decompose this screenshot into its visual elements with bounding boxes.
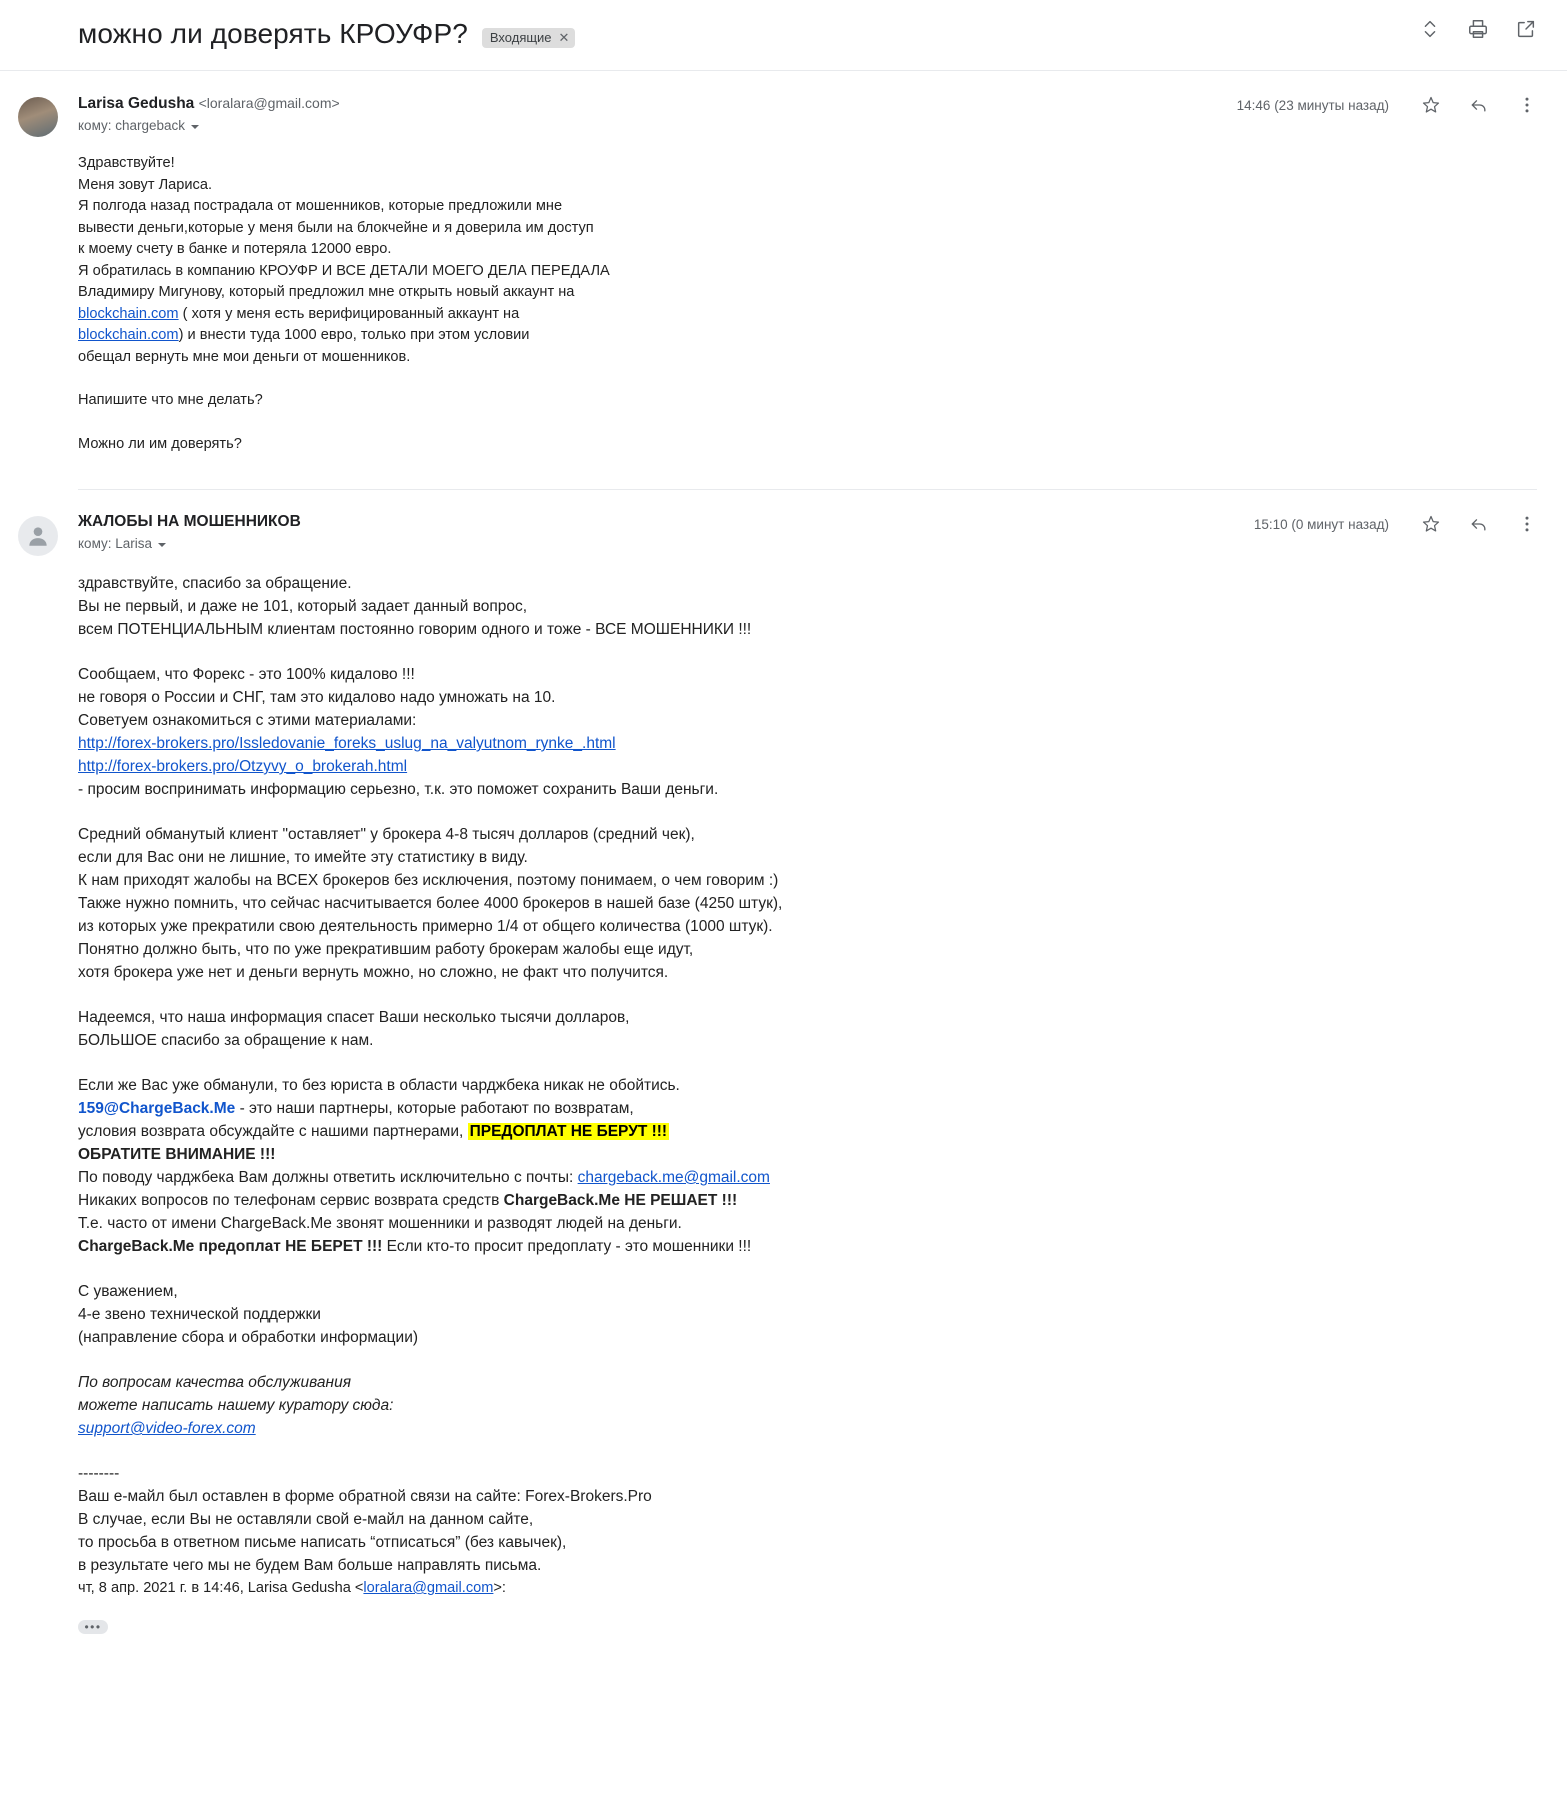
page-title: можно ли доверять КРОУФР? xyxy=(78,18,468,49)
message-2-meta xyxy=(1254,514,1537,534)
body-line: в результате чего мы не будем Вам больше направлять письма. xyxy=(78,1557,542,1574)
message-timestamp: 14:46 (23 минуты назад) xyxy=(1236,97,1389,113)
quoted-header-line xyxy=(78,1577,1537,1600)
curator-email-link[interactable]: support@video-forex.com xyxy=(78,1420,256,1437)
body-line: к моему счету в банке и потеряла 12000 евро. xyxy=(78,241,392,257)
star-icon[interactable] xyxy=(1421,95,1441,115)
message-2 xyxy=(0,490,1567,1660)
body-line: Вы не первый, и даже не 101, который задает данный вопрос, xyxy=(78,598,528,615)
spacer xyxy=(78,641,1537,663)
body-line: Я обратилась в компанию КРОУФР И ВСЕ ДЕТАЛИ МОЕГО ДЕЛА ПЕРЕДАЛА xyxy=(78,262,610,279)
body-line: Сообщаем, что Форекс - это 100% кидалово !!! xyxy=(78,666,415,683)
sender-name: Larisa Gedusha xyxy=(78,95,195,112)
avatar xyxy=(18,516,58,556)
body-line: вывести деньги,которые у меня были на блокчейне и я доверила им доступ xyxy=(78,219,594,236)
recipient-line[interactable] xyxy=(78,118,340,133)
reply-icon[interactable] xyxy=(1469,514,1489,534)
body-line: Владимиру Мигунову, который предложил мне открыть новый аккаунт на xyxy=(78,284,575,300)
print-icon[interactable] xyxy=(1467,18,1489,40)
chevron-down-icon[interactable] xyxy=(158,543,166,547)
body-line: Также нужно помнить, что сейчас насчитывается более 4000 брокеров в нашей базе (4250 штук), xyxy=(78,895,783,912)
quote-text: чт, 8 апр. 2021 г. в 14:46, Larisa Gedusha < xyxy=(78,1580,364,1596)
body-line-with-link xyxy=(78,325,1537,347)
body-line-with-link xyxy=(78,304,1537,326)
more-options-icon[interactable] xyxy=(1517,514,1537,534)
body-line: всем ПОТЕНЦИАЛЬНЫМ клиентам постоянно говорим одного и тоже - ВСЕ МОШЕННИКИ !!! xyxy=(78,621,752,638)
body-line: Меня зовут Лариса. xyxy=(78,176,212,193)
body-line: Т.е. часто от имени ChargeBack.Me звонят мошенники и разводят людей на деньги. xyxy=(78,1215,682,1232)
spacer xyxy=(78,412,1537,434)
message-1-meta xyxy=(1237,95,1537,115)
spacer xyxy=(78,801,1537,823)
subject-actions xyxy=(1419,18,1537,40)
label-chip-inbox[interactable] xyxy=(482,28,576,48)
body-text: По поводу чарджбека Вам должны ответить исключительно с почты: xyxy=(78,1169,578,1186)
signature-line: можете написать нашему куратору сюда: xyxy=(78,1397,394,1414)
body-line: Советуем ознакомиться с этими материалами: xyxy=(78,712,417,729)
spacer xyxy=(78,1052,1537,1074)
prepayment-warning-highlight: ПРЕДОПЛАТ НЕ БЕРУТ !!! xyxy=(469,1123,668,1140)
body-line: (направление сбора и обработки информации) xyxy=(78,1329,419,1346)
more-options-icon[interactable] xyxy=(1517,95,1537,115)
body-text: Никаких вопросов по телефонам сервис возврата средств xyxy=(78,1192,504,1209)
body-line-highlight xyxy=(78,1120,1537,1143)
spacer xyxy=(78,1258,1537,1280)
body-line: Здравствуйте! xyxy=(78,155,175,171)
body-line: Если же Вас уже обманули, то без юриста в области чарджбека никак не обойтись. xyxy=(78,1077,680,1094)
signature-line-link xyxy=(78,1417,1537,1440)
body-line: К нам приходят жалобы на ВСЕХ брокеров без исключения, поэтому понимаем, о чем говорим :) xyxy=(78,872,779,889)
sender-line xyxy=(78,93,340,114)
quote-text: >: xyxy=(493,1580,506,1596)
chargeback-email-link[interactable]: chargeback.me@gmail.com xyxy=(577,1169,770,1186)
body-line: Я полгода назад пострадала от мошенников, которые предложили мне xyxy=(78,198,563,214)
body-line: если для Вас они не лишние, то имейте эту статистику в виду. xyxy=(78,849,528,866)
recipient-text: кому: chargeback xyxy=(78,118,186,133)
body-line: то просьба в ответном письме написать “отписаться” (без кавычек), xyxy=(78,1534,567,1551)
close-icon[interactable]: ✕ xyxy=(558,30,570,45)
partner-email-link[interactable]: 159@ChargeBack.Me xyxy=(78,1100,236,1117)
spacer xyxy=(78,1440,1537,1462)
body-line: из которых уже прекратили свою деятельность примерно 1/4 от общего количества (1000 штук). xyxy=(78,918,773,935)
body-line-with-link xyxy=(78,732,1537,755)
show-trimmed-content-button[interactable]: ••• xyxy=(78,1620,108,1634)
body-line-mixed xyxy=(78,1189,1537,1212)
body-line: Напишите что мне делать? xyxy=(78,392,263,408)
body-text: - это наши партнеры, которые работают по возвратам, xyxy=(235,1100,634,1117)
body-text: Если кто-то просит предоплату - это мошенники !!! xyxy=(382,1238,752,1255)
body-line: здравствуйте, спасибо за обращение. xyxy=(78,575,352,592)
body-line: БОЛЬШОЕ спасибо за обращение к нам. xyxy=(78,1032,374,1049)
avatar xyxy=(18,97,58,137)
body-text-bold: ChargeBack.Me предоплат НЕ БЕРЕТ !!! xyxy=(78,1238,383,1255)
signature-line: По вопросам качества обслуживания xyxy=(78,1374,351,1391)
recipient-line[interactable] xyxy=(78,536,301,551)
blockchain-link-1[interactable]: blockchain.com xyxy=(78,305,179,322)
expand-collapse-icon[interactable] xyxy=(1419,18,1441,40)
message-1-body xyxy=(78,153,1537,455)
body-text: условия возврата обсуждайте с нашими партнерами, xyxy=(78,1123,464,1140)
message-1 xyxy=(0,71,1567,490)
label-chip-text: Входящие xyxy=(489,30,552,45)
quoted-sender-email-link[interactable]: loralara@gmail.com xyxy=(363,1580,494,1596)
body-line: - просим воспринимать информацию серьезно, т.к. это поможет сохранить Ваши деньги. xyxy=(78,781,719,798)
forex-brokers-link-1[interactable]: http://forex-brokers.pro/Issledovanie_foreks_uslug_na_valyutnom_rynke_.html xyxy=(78,735,616,752)
spacer xyxy=(78,368,1537,390)
open-in-new-window-icon[interactable] xyxy=(1515,18,1537,40)
body-line: Надеемся, что наша информация спасет Ваши несколько тысячи долларов, xyxy=(78,1009,630,1026)
separator-line: -------- xyxy=(78,1465,120,1482)
spacer xyxy=(78,1349,1537,1371)
message-2-body xyxy=(78,572,1537,1660)
forex-brokers-link-2[interactable]: http://forex-brokers.pro/Otzyvy_o_brokerah.html xyxy=(78,758,408,775)
recipient-text: кому: Larisa xyxy=(78,536,153,551)
sender-line xyxy=(78,512,301,532)
message-timestamp: 15:10 (0 минут назад) xyxy=(1253,516,1389,532)
spacer xyxy=(78,984,1537,1006)
message-1-header xyxy=(78,93,1537,135)
body-line: Ваш е-майл был оставлен в форме обратной связи на сайте: Forex-Brokers.Pro xyxy=(78,1488,652,1505)
blockchain-link-2[interactable]: blockchain.com xyxy=(78,327,179,343)
message-2-header xyxy=(78,512,1537,554)
body-text-bold: ChargeBack.Me НЕ РЕШАЕТ !!! xyxy=(503,1192,738,1209)
body-text: ( хотя у меня есть верифицированный аккаунт на xyxy=(178,305,520,322)
sender-name: ЖАЛОБЫ НА МОШЕННИКОВ xyxy=(78,513,301,530)
body-line: 4-е звено технической поддержки xyxy=(78,1306,321,1323)
attention-line: ОБРАТИТЕ ВНИМАНИЕ !!! xyxy=(78,1146,276,1163)
body-line: В случае, если Вы не оставляли свой е-майл на данном сайте, xyxy=(78,1511,534,1528)
body-line: обещал вернуть мне мои деньги от мошенников. xyxy=(78,348,411,365)
body-line-with-mail xyxy=(78,1166,1537,1189)
body-line: Понятно должно быть, что по уже прекратившим работу брокерам жалобы еще идут, xyxy=(78,941,694,958)
body-line-partner xyxy=(78,1097,1537,1120)
body-line: Можно ли им доверять? xyxy=(78,435,242,452)
body-line-with-link xyxy=(78,755,1537,778)
star-icon[interactable] xyxy=(1421,514,1441,534)
body-line: не говоря о России и СНГ, там это кидалово надо умножать на 10. xyxy=(78,689,556,706)
subject-bar xyxy=(0,0,1567,64)
reply-icon[interactable] xyxy=(1469,95,1489,115)
sender-email: <loralara@gmail.com> xyxy=(198,95,340,111)
body-line: хотя брокера уже нет и деньги вернуть можно, но сложно, не факт что получится. xyxy=(78,964,669,981)
body-line: Средний обманутый клиент "оставляет" у брокера 4-8 тысяч долларов (средний чек), xyxy=(78,826,695,843)
chevron-down-icon[interactable] xyxy=(191,125,199,129)
body-line: С уважением, xyxy=(78,1283,178,1300)
body-text: ) и внести туда 1000 евро, только при этом условии xyxy=(178,327,530,343)
body-line-mixed xyxy=(78,1235,1537,1258)
